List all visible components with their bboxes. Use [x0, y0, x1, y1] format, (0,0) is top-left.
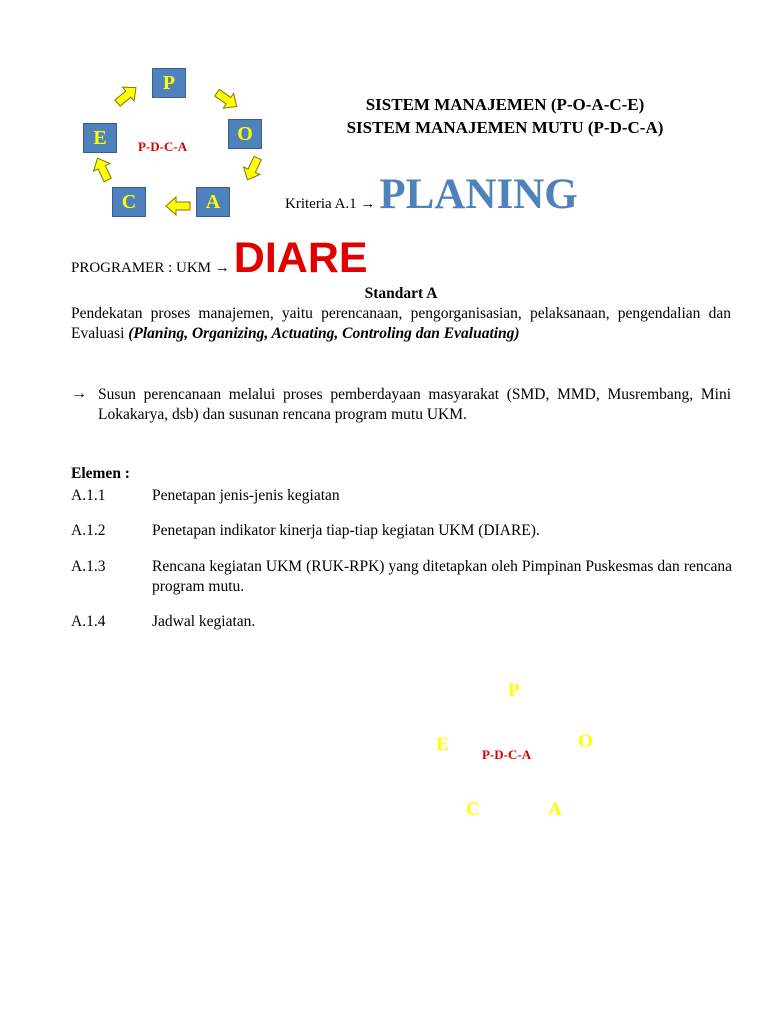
arrow-c-to-e: [89, 154, 115, 183]
elemen-text: Penetapan indikator kinerja tiap-tiap kegiatan UKM (DIARE).: [152, 522, 540, 539]
elemen-text: Rencana kegiatan UKM (RUK-RPK) yang ditetapkan oleh Pimpinan Puskesmas dan rencana program mutu.: [152, 558, 732, 595]
pdca-cycle-diagram: [0, 0, 280, 240]
lower-letter-c: C: [466, 799, 480, 820]
kriteria-label: Kriteria A.1 →: [285, 196, 376, 212]
elemen-code: A.1.2: [71, 522, 106, 539]
elemen-code: A.1.4: [71, 613, 106, 630]
elemen-heading: Elemen :: [71, 465, 130, 482]
programer-line: [71, 234, 368, 283]
arrow-e-to-p: [112, 81, 142, 110]
standart-paragraph: [71, 304, 731, 344]
box-e: E: [83, 123, 117, 153]
box-a: A: [196, 187, 230, 217]
title-poace: SISTEM MANAJEMEN (P-O-A-C-E): [365, 95, 645, 114]
arrow-a-to-c: [166, 197, 190, 215]
lower-pdca-center-label: P-D-C-A: [482, 747, 532, 762]
pdca-center-label: P-D-C-A: [138, 139, 188, 154]
standart-title: Standart A: [364, 285, 438, 302]
box-o: O: [228, 119, 262, 149]
lower-letter-a: A: [548, 799, 562, 820]
kriteria-line: [285, 170, 578, 219]
elemen-code: A.1.3: [71, 558, 106, 575]
programer-label: PROGRAMER : UKM →: [71, 260, 230, 276]
arrow-o-to-a: [239, 154, 265, 183]
title-pdca: SISTEM MANAJEMEN MUTU (P-D-C-A): [346, 118, 664, 137]
elemen-code: A.1.1: [71, 487, 106, 504]
standart-text: Pendekatan proses manajemen, yaitu perencanaan, pengorganisasian, pelaksanaan, pengendalian dan Evaluasi: [71, 305, 731, 342]
lower-letter-e: E: [436, 734, 449, 755]
box-c: C: [112, 187, 146, 217]
arrow-bullet: →: [71, 385, 87, 402]
lower-letter-p: P: [508, 680, 520, 701]
elemen-text: Jadwal kegiatan.: [152, 613, 256, 630]
box-p: P: [152, 68, 186, 98]
kriteria-value: PLANING: [379, 171, 578, 218]
lower-letter-o: O: [578, 731, 593, 752]
arrow-point-text: Susun perencanaan melalui proses pemberdayaan masyarakat (SMD, MMD, Musrembang, Mini Lokakarya, dsb) dan susunan rencana program mutu UKM.: [98, 386, 731, 423]
programer-value: DIARE: [233, 234, 368, 282]
elemen-text: Penetapan jenis-jenis kegiatan: [152, 487, 340, 504]
arrow-p-to-o: [212, 85, 242, 114]
standart-emphasis: (Planing, Organizing, Actuating, Controling dan Evaluating): [128, 325, 520, 342]
